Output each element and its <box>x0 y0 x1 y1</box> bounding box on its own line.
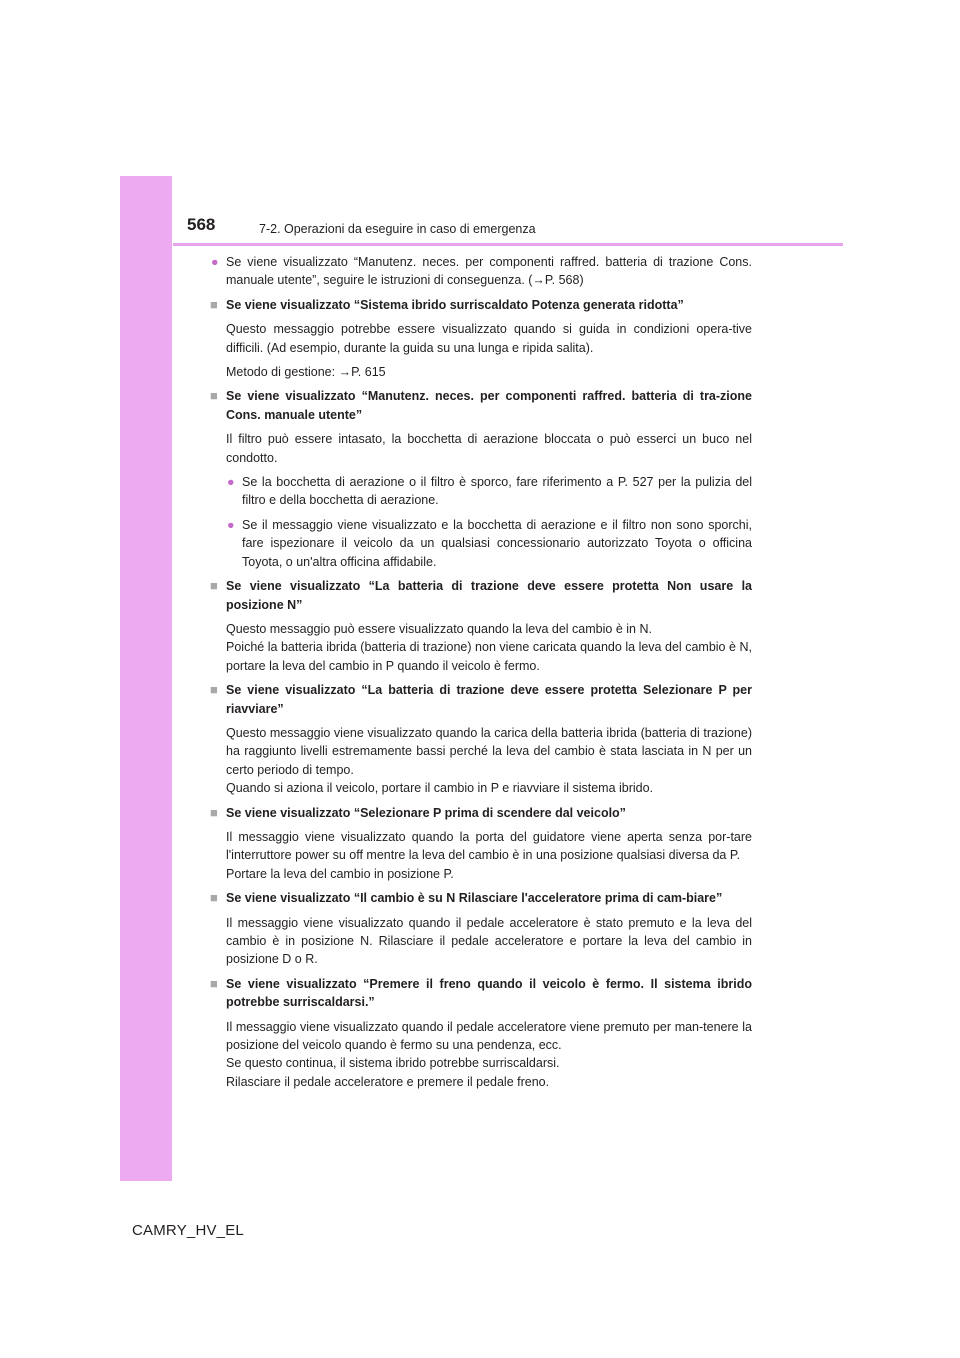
square-bullet-icon: ■ <box>210 388 218 404</box>
section-heading-text: Se viene visualizzato “Premere il freno quando il veicolo è fermo. Il sistema ibrido potrebbe surriscaldarsi.” <box>226 976 752 1010</box>
section-body: Il messaggio viene visualizzato quando la porta del guidatore viene aperta senza por-tare l'interruttore power su off mentre la leva del cambio è in una posizione qualsiasi diversa da P. Portare la leva del cambio in posizione P. <box>226 829 752 881</box>
section-body: Questo messaggio potrebbe essere visualizzato quando si guida in condizioni opera-tive difficili. (Ad esempio, durante la guida su una lunga e ripida salita). <box>226 322 752 355</box>
chapter-title: 7-2. Operazioni da eseguire in caso di emergenza <box>259 222 536 236</box>
list-item <box>210 473 752 510</box>
square-bullet-icon: ■ <box>210 296 218 312</box>
list-item <box>210 516 752 571</box>
section-reference: Metodo di gestione: →P. 615 <box>226 365 386 380</box>
section-body: Il messaggio viene visualizzato quando il pedale acceleratore è stato premuto e la leva del cambio è in posizione N. Rilasciare il pedale acceleratore e portare la leva del cambio in posizione D o R. <box>226 915 752 967</box>
square-bullet-icon: ■ <box>210 682 218 698</box>
square-bullet-icon: ■ <box>210 804 218 820</box>
section-body: Questo messaggio viene visualizzato quando la carica della batteria ibrida (batteria di trazione) ha raggiunto livelli estremamente bassi perché la leva del cambio è stata lasciata in N per un certo periodo di tempo. Quando si aziona il veicolo, portare il cambio in P e riavviare il sistema ibrido. <box>226 725 752 796</box>
header-rule <box>173 243 843 246</box>
section-heading <box>210 387 752 424</box>
chapter-sidebar-tab <box>120 176 172 1181</box>
section-heading <box>210 577 752 614</box>
section-body: Questo messaggio può essere visualizzato quando la leva del cambio è in N. Poiché la batteria ibrida (batteria di trazione) non viene caricata quando la leva del cambio è N, portare la leva del cambio in P quando il veicolo è fermo. <box>226 621 752 673</box>
section-heading-text: Se viene visualizzato “Il cambio è su N Rilasciare l'acceleratore prima di cam-biare” <box>226 891 723 906</box>
circle-bullet-icon: ● <box>227 475 235 490</box>
intro-bullet-text: Se viene visualizzato “Manutenz. neces. per componenti raffred. batteria di trazione Cons. manuale utente”, seguire le istruzioni di conseguenza. (→P. 568) <box>226 255 752 288</box>
square-bullet-icon: ■ <box>210 975 218 991</box>
list-item-text: Se la bocchetta di aerazione o il filtro è sporco, fare riferimento a P. 527 per la pulizia del filtro e della bocchetta di aerazione. <box>242 475 752 508</box>
list-item-text: Se il messaggio viene visualizzato e la bocchetta di aerazione e il filtro non sono sporchi, fare ispezionare il veicolo da un qualsiasi concessionario autorizzato Toyota o officina Toyota, o un'altra officina affidabile. <box>242 517 752 569</box>
section-battery-n <box>210 577 752 675</box>
page-number: 568 <box>187 215 216 234</box>
section-cooling-maintenance <box>210 387 752 571</box>
section-overheat <box>210 296 752 382</box>
section-heading-text: Se viene visualizzato “Manutenz. neces. per componenti raffred. batteria di tra-zione Cons. manuale utente” <box>226 389 752 422</box>
section-heading <box>210 804 752 822</box>
section-brake <box>210 975 752 1091</box>
section-gear-n <box>210 889 752 969</box>
section-select-p <box>210 804 752 884</box>
section-heading <box>210 975 752 1012</box>
section-heading-text: Se viene visualizzato “La batteria di trazione deve essere protetta Non usare la posizione N” <box>226 579 752 612</box>
page-content <box>210 253 752 1097</box>
circle-bullet-icon: ● <box>227 517 235 532</box>
section-body: Il filtro può essere intasato, la bocchetta di aerazione bloccata o può esserci un buco nel condotto. <box>226 432 752 465</box>
section-heading-text: Se viene visualizzato “Selezionare P prima di scendere dal veicolo” <box>226 805 626 820</box>
section-body: Il messaggio viene visualizzato quando il pedale acceleratore viene premuto per man-tenere la posizione del veicolo quando è fermo su una pendenza, ecc. Se questo continua, il sistema ibrido potrebbe surriscaldarsi. Rilasciare il pedale acceleratore e premere il pedale freno. <box>226 1019 752 1089</box>
square-bullet-icon: ■ <box>210 578 218 594</box>
section-battery-p <box>210 681 752 797</box>
section-heading <box>210 681 752 718</box>
circle-bullet-icon: ● <box>211 255 219 269</box>
section-heading <box>210 296 752 314</box>
section-heading-text: Se viene visualizzato “Sistema ibrido surriscaldato Potenza generata ridotta” <box>226 297 684 312</box>
section-heading-text: Se viene visualizzato “La batteria di trazione deve essere protetta Selezionare P per riavviare” <box>226 683 752 716</box>
section-heading <box>210 889 752 907</box>
document-code: CAMRY_HV_EL <box>132 1222 244 1239</box>
square-bullet-icon: ■ <box>210 890 218 906</box>
intro-bullet <box>210 253 752 290</box>
